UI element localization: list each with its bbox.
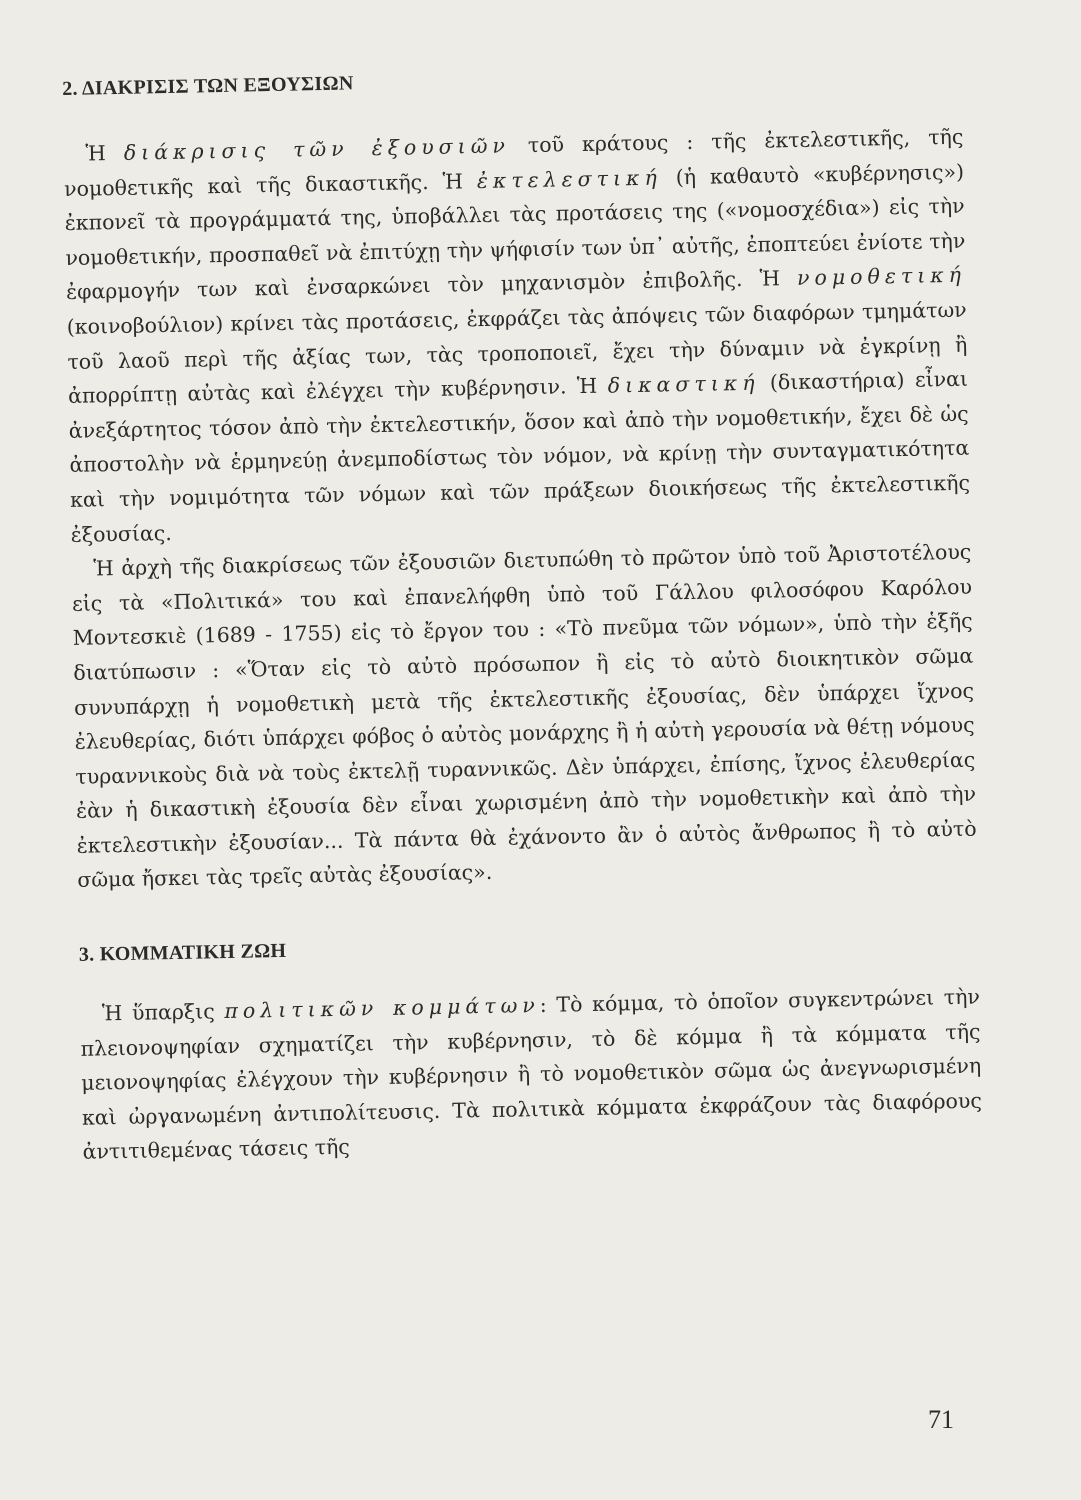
paragraph-montesquieu-quote: Ἡ ἀρχὴ τῆς διακρίσεως τῶν ἐξουσιῶν διετυπώθη τὸ πρῶτον ὑπὸ τοῦ Ἀριστοτέλους εἰς τὰ «Πολιτικά» του καὶ ἐπανελήφθη ὑπὸ τοῦ Γάλλου φιλοσόφου Καρόλου Μοντεσκιὲ (1689 - 1755) εἰς τὸ ἔργον του : «Τὸ πνεῦμα τῶν νόμων», ὑπὸ τὴν ἑξῆς διατύπωσιν : «Ὅταν εἰς τὸ αὐτὸ πρόσωπον ἢ εἰς τὸ αὐτὸ διοικητικὸν σῶμα συνυπάρχῃ ἡ νομοθετικὴ μετὰ τῆς ἐκτελεστικῆς ἐξουσίας, δὲν ὑπάρχει ἴχνος ἐλευθερίας, διότι ὑπάρχει φόβος ὁ αὐτὸς μονάρχης ἢ ἡ αὐτὴ γερουσία νὰ θέτῃ νόμους τυραννικοὺς διὰ νὰ τοὺς ἐκτελῇ τυραννικῶς. Δὲν ὑπάρχει, ἐπίσης, ἴχνος ἐλευθερίας ἐὰν ἡ δικαστικὴ ἐξουσία δὲν εἶναι χωρισμένη ἀπὸ τὴν νομοθετικὴν καὶ ἀπὸ τὴν ἐκτελεστικὴν ἐξουσίαν... Τὰ πάντα θὰ ἐχάνοντο ἂν ὁ αὐτὸς ἄνθρωπος ἢ τὸ αὐτὸ σῶμα ἤσκει τὰς τρεῖς αὐτὰς ἐξουσίας».	[71, 539, 977, 893]
text-span: (ἡ καθαυτὸ «κυβέρνησις») ἐκπονεῖ τὰ προγράμματά της, ὑποβάλλει τὰς προτάσεις της («νομοσχέδια») εἰς τὴν νομοθετικήν, προσπαθεῖ νὰ ἐπιτύχῃ τὴν ψήφισίν των ὑπ᾽ αὐτῆς, ἐποπτεύει ἐνίοτε τὴν ἐφαρμογήν των καὶ ἐνσαρκώνει τὸν μηχανισμὸν ἐπιβολῆς. Ἡ	[64, 159, 966, 305]
emphasized-term-executive: ἐκτελεστική	[476, 165, 662, 193]
text-span: Ἡ	[85, 140, 125, 166]
page-number: 71	[928, 1405, 954, 1434]
emphasized-term-judicial: δικαστική	[607, 370, 760, 398]
section-heading-party-life: 3. ΚΟΜΜΑΤΙΚΗ ΖΩΗ	[78, 939, 287, 966]
emphasized-term-separation: διάκρισις τῶν ἐξουσιῶν	[123, 133, 511, 165]
paragraph-separation-of-powers	[63, 120, 971, 552]
text-span: (κοινοβούλιον) κρίνει τὰς προτάσεις, ἐκφράζει τὰς ἀπόψεις τῶν διαφόρων τμημάτων τοῦ λαοῦ περὶ τῆς ἀξίας των, τὰς τροποποιεῖ, ἔχει τὴν δύναμιν νὰ ἐγκρίνῃ ἢ ἀπορρίπτῃ αὐτὰς καὶ ἐλέγχει τὴν κυβέρνησιν. Ἡ	[66, 297, 968, 409]
page-content	[62, 61, 983, 1170]
text-span: Ἡ ὕπαρξις	[101, 999, 225, 1026]
emphasized-term-legislative: νομοθετική	[796, 263, 967, 291]
text-span: τοῦ κράτους : τῆς ἐκτελεστικῆς, τῆς νομοθετικῆς καὶ τῆς δικαστικῆς. Ἡ	[63, 124, 964, 201]
text-span: (δικαστήρια) εἶναι ἀνεξάρτητος τόσον ἀπὸ τὴν ἐκτελεστικήν, ὅσον καὶ ἀπὸ τὴν νομοθετικήν, ἔχει δὲ ὡς ἀποστολὴν νὰ ἑρμηνεύῃ ἀνεμποδίστως τὸν νόμον, νὰ κρίνῃ τὴν συνταγματικότητα καὶ τὴν νομιμότητα τῶν νόμων καὶ τῶν πράξεων διοικήσεως τῆς ἐκτελεστικῆς ἐξουσίας.	[68, 366, 971, 547]
text-span: : Τὸ κόμμα, τὸ ὁποῖον συγκεντρώνει τὴν πλειονοψηφίαν σχηματίζει τὴν κυβέρνησιν, τὸ δὲ κόμμα ἢ τὰ κόμματα τῆς μειονοψηφίας ἐλέγχουν τὴν κυβέρνησιν ἢ τὸ νομοθετικὸν σῶμα ὡς ἀνεγνωρισμένη καὶ ὠργανωμένη ἀντιπολίτευσις. Τὰ πολιτικὰ κόμματα ἐκφράζουν τὰς διαφόρους ἀντιτιθεμένας τάσεις τῆς	[80, 984, 983, 1165]
paragraph-political-parties	[80, 980, 983, 1170]
section-heading-separation-of-powers: 2. ΔΙΑΚΡΙΣΙΣ ΤΩΝ ΕΞΟΥΣΙΩΝ	[62, 72, 354, 100]
emphasized-term-political-parties: πολιτικῶν κομμάτων	[224, 993, 540, 1024]
